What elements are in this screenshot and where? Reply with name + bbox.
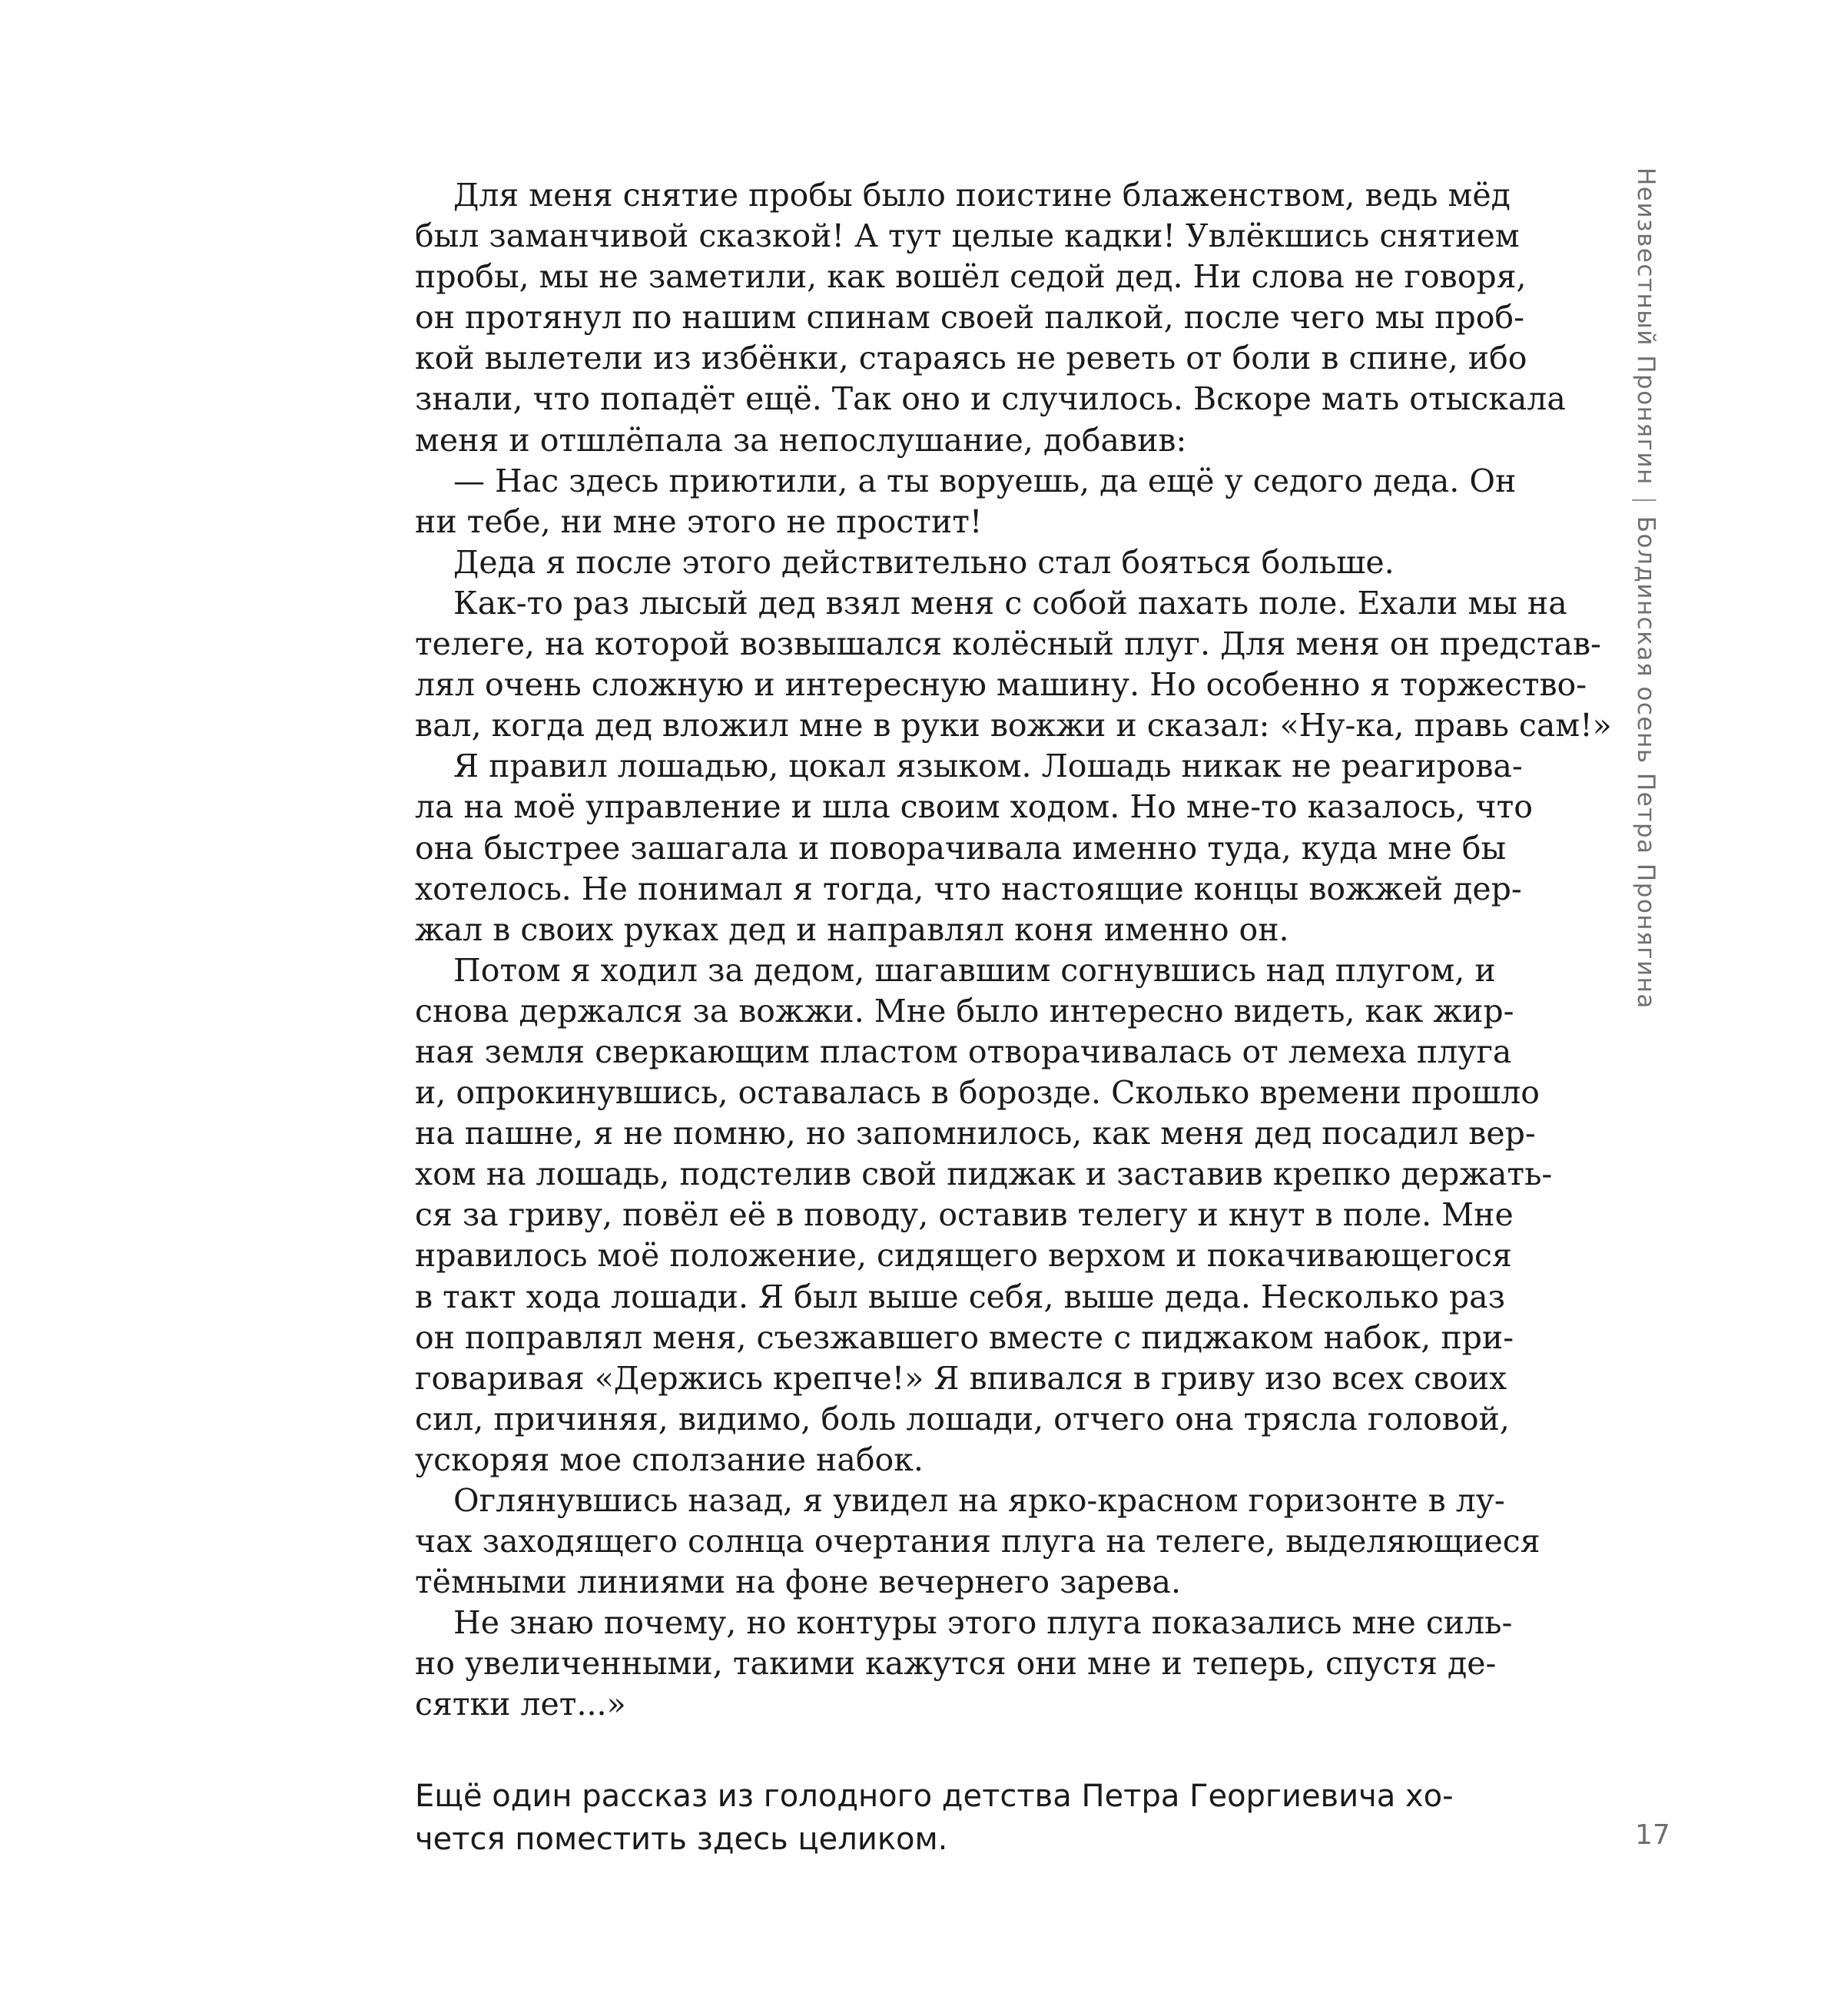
- text-line: ная земля сверкающим пластом отворачивалась от лемеха плуга: [415, 1033, 1512, 1070]
- author-commentary: [415, 1775, 1454, 1861]
- text-line: Оглянувшись назад, я увидел на ярко-красном горизонте в лу-: [453, 1482, 1505, 1519]
- text-line: Потом я ходил за дедом, шагавшим согнувшись над плугом, и: [453, 951, 1496, 989]
- running-head: [1629, 167, 1663, 1010]
- page-number: 17: [1635, 1819, 1670, 1851]
- text-line: лял очень сложную и интересную машину. Но особенно я торжество-: [415, 666, 1587, 704]
- text-line: на пашне, я не помню, но запомнилось, как меня дед посадил вер-: [415, 1115, 1536, 1152]
- text-line: Как-то раз лысый дед взял меня с собой пахать поле. Ехали мы на: [453, 584, 1567, 622]
- text-line: меня и отшлёпала за непослушание, добавив:: [415, 421, 1187, 459]
- text-line: он поправлял меня, съезжавшего вместе с пиджаком набок, при-: [415, 1318, 1514, 1356]
- text-line: нравилось моё положение, сидящего верхом и покачивающегося: [415, 1237, 1512, 1275]
- text-line: знали, что попадёт ещё. Так оно и случилось. Вскоре мать отыскала: [415, 380, 1566, 418]
- text-line: говаривая «Держись крепче!» Я впивался в гриву изо всех своих: [415, 1359, 1507, 1397]
- text-line: тёмными линиями на фоне вечернего зарева.: [415, 1563, 1182, 1601]
- story-text: [415, 175, 1612, 1726]
- text-line: пробы, мы не заметили, как вошёл седой дед. Ни слова не говоря,: [415, 258, 1527, 296]
- text-line: хом на лошадь, подстелив свой пиджак и заставив крепко держать-: [415, 1156, 1553, 1193]
- text-line: в такт хода лошади. Я был выше себя, выше деда. Несколько раз: [415, 1278, 1505, 1315]
- text-line: сил, причиняя, видимо, боль лошади, отчего она трясла головой,: [415, 1400, 1510, 1437]
- text-line: ускоряя мое сползание набок.: [415, 1441, 924, 1478]
- commentary-line: чется поместить здесь целиком.: [415, 1822, 948, 1857]
- text-line: снова держался за вожжи. Мне было интересно видеть, как жир-: [415, 992, 1514, 1030]
- text-line: кой вылетели из избёнки, стараясь не реветь от боли в спине, ибо: [415, 340, 1527, 377]
- text-line: чах заходящего солнца очертания плуга на телеге, выделяющиеся: [415, 1523, 1541, 1560]
- commentary-line: Ещё один рассказ из голодного детства Петра Георгиевича хо-: [415, 1779, 1454, 1814]
- running-head-separator: |: [1632, 496, 1660, 506]
- text-line: Не знаю почему, но контуры этого плуга показались мне силь-: [453, 1604, 1513, 1642]
- text-line: ла на моё управление и шла своим ходом. Но мне-то казалось, что: [415, 788, 1533, 826]
- text-line: был заманчивой сказкой! А тут целые кадки! Увлёкшись снятием: [415, 217, 1520, 255]
- text-line: Я правил лошадью, цокал языком. Лошадь никак не реагирова-: [453, 748, 1523, 785]
- text-line: вал, когда дед вложил мне в руки вожжи и сказал: «Ну-ка, правь сам!»: [415, 707, 1612, 744]
- text-line: хотелось. Не понимал я тогда, что настоящие концы вожжей дер-: [415, 870, 1522, 907]
- text-line: жал в своих руках дед и направлял коня именно он.: [415, 910, 1289, 948]
- text-line: Деда я после этого действительно стал бояться больше.: [453, 543, 1395, 581]
- text-line: он протянул по нашим спинам своей палкой, после чего мы проб-: [415, 299, 1524, 337]
- text-line: ся за гриву, повёл её в поводу, оставив телегу и кнут в поле. Мне: [415, 1196, 1514, 1234]
- text-line: она быстрее зашагала и поворачивала именно туда, куда мне бы: [415, 829, 1507, 867]
- text-line: — Нас здесь приютили, а ты воруешь, да ещё у седого деда. Он: [453, 462, 1517, 499]
- text-line: Для меня снятие пробы было поистине блаженством, ведь мёд: [453, 177, 1511, 214]
- text-line: но увеличенными, такими кажутся они мне и теперь, спустя де-: [415, 1645, 1497, 1683]
- text-line: ни тебе, ни мне этого не простит!: [415, 502, 983, 540]
- text-line: телеге, на которой возвышался колёсный плуг. Для меня он представ-: [415, 625, 1601, 663]
- section-title: Болдинская осень Петра Пронягина: [1632, 516, 1660, 1010]
- book-title: Неизвестный Пронягин: [1632, 167, 1660, 486]
- text-line: сятки лет...»: [415, 1686, 626, 1723]
- text-line: и, опрокинувшись, оставалась в борозде. Сколько времени прошло: [415, 1074, 1540, 1112]
